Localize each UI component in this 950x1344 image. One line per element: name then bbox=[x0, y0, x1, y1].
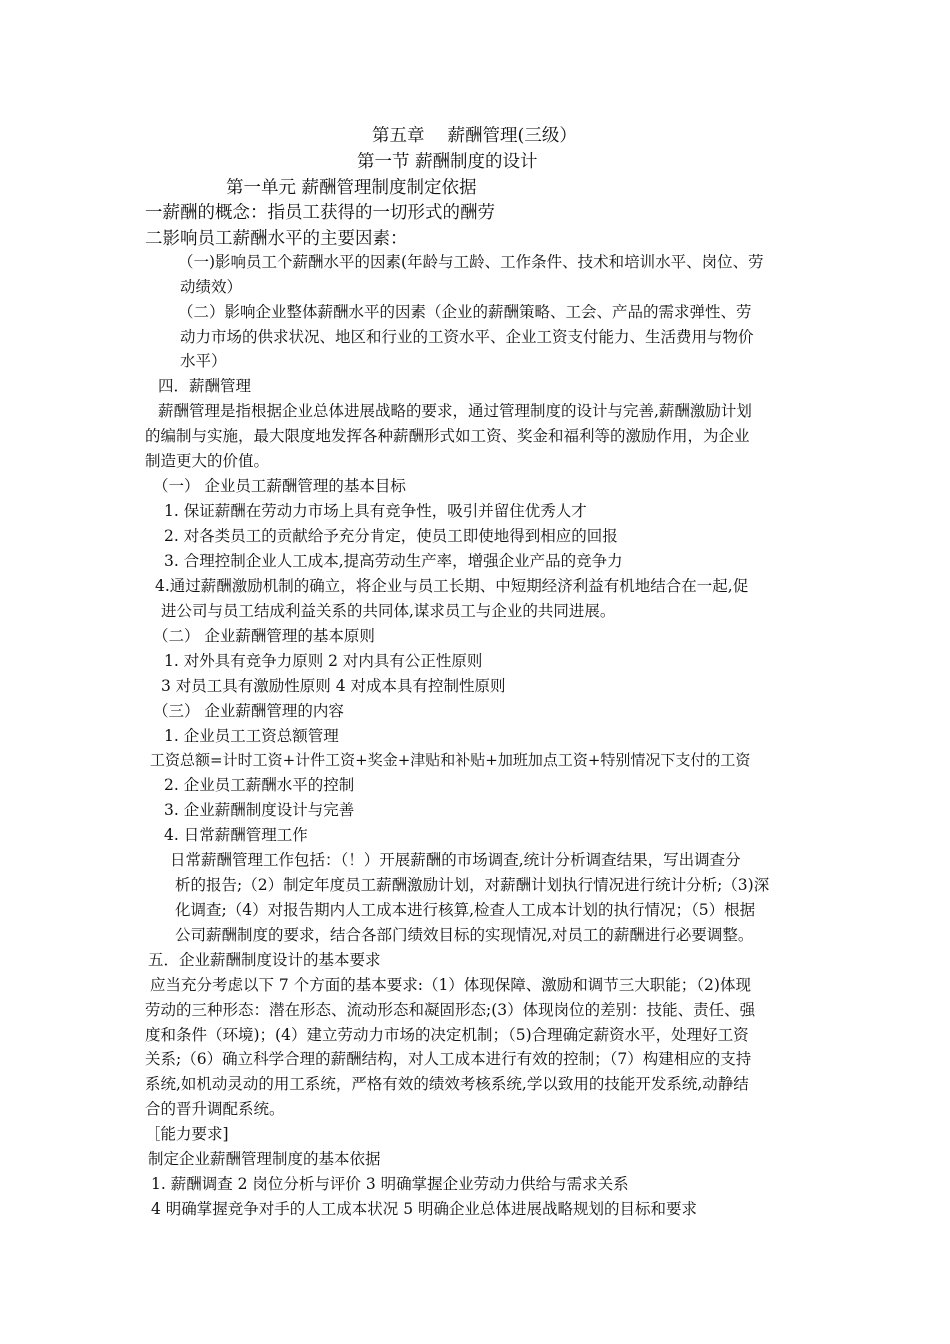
paragraph-line: 化调查;（4）对报告期内人工成本进行核算,检查人工成本计划的执行情况；（5）根据 bbox=[175, 901, 756, 919]
paragraph-line: 关系;（6）确立科学合理的薪酬结构，对人工成本进行有效的控制；（7）构建相应的支持 bbox=[145, 1050, 752, 1068]
subsection-heading: （一） 企业员工薪酬管理的基本目标 bbox=[153, 477, 406, 495]
formula-line: 工资总额=计时工资+计件工资+奖金+津贴和补贴+加班加点工资+特别情况下支付的工资 bbox=[150, 751, 751, 769]
paragraph-line: 制定企业薪酬管理制度的基本依据 bbox=[148, 1150, 381, 1168]
list-item: 2. 对各类员工的贡献给予充分肯定，使员工即使地得到相应的回报 bbox=[164, 527, 618, 545]
paragraph-line: 系统,如机动灵动的用工系统，严格有效的绩效考核系统,学以致用的技能开发系统,动静结 bbox=[145, 1075, 749, 1093]
paragraph-line: 日常薪酬管理工作包括：（！）开展薪酬的市场调查,统计分析调查结果，写出调查分 bbox=[170, 851, 741, 869]
paragraph-line: 一薪酬的概念：指员工获得的一切形式的酬劳 bbox=[145, 203, 495, 223]
paragraph-line: 的编制与实施，最大限度地发挥各种薪酬形式如工资、奖金和福利等的激励作用，为企业 bbox=[145, 427, 750, 445]
list-item: 1. 薪酬调查 2 岗位分析与评价 3 明确掌握企业劳动力供给与需求关系 bbox=[151, 1175, 629, 1193]
list-item: 1. 对外具有竞争力原则 2 对内具有公正性原则 bbox=[164, 652, 483, 670]
paragraph-line: 二影响员工薪酬水平的主要因素： bbox=[145, 229, 408, 249]
section-heading: 五．企业薪酬制度设计的基本要求 bbox=[148, 951, 381, 969]
paragraph-line: 动绩效） bbox=[180, 278, 243, 296]
subsection-heading: （二） 企业薪酬管理的基本原则 bbox=[153, 627, 375, 645]
paragraph-line: 水平） bbox=[180, 352, 227, 370]
paragraph-line: 薪酬管理是指根据企业总体进展战略的要求，通过管理制度的设计与完善,薪酬激励计划 bbox=[158, 402, 752, 420]
paragraph-line: 合的晋升调配系统。 bbox=[145, 1100, 285, 1118]
subsection-heading: （三） 企业薪酬管理的内容 bbox=[153, 702, 344, 720]
paragraph-line: 劳动的三种形态：潜在形态、流动形态和凝固形态;(3）体现岗位的差别：技能、责任、强 bbox=[145, 1001, 756, 1019]
paragraph-line: 公司薪酬制度的要求，结合各部门绩效目标的实现情况,对员工的薪酬进行必要调整。 bbox=[175, 926, 754, 944]
list-item: 4.通过薪酬激励机制的确立，将企业与员工长期、中短期经济利益有机地结合在一起,促 bbox=[155, 577, 749, 595]
list-item: 1. 企业员工工资总额管理 bbox=[164, 727, 339, 745]
paragraph-line: 析的报告;（2）制定年度员工薪酬激励计划，对薪酬计划执行情况进行统计分析;（3)深 bbox=[175, 876, 770, 894]
paragraph-line: 动力市场的供求状况、地区和行业的工资水平、企业工资支付能力、生活费用与物价 bbox=[180, 328, 754, 346]
list-item: 2. 企业员工薪酬水平的控制 bbox=[164, 776, 355, 794]
section-heading: 四．薪酬管理 bbox=[158, 377, 252, 395]
unit-title: 第一单元 薪酬管理制度制定依据 bbox=[226, 178, 477, 198]
list-item: 进公司与员工结成利益关系的共同体,谋求员工与企业的共同进展。 bbox=[161, 602, 616, 620]
ability-heading: ［能力要求] bbox=[145, 1125, 229, 1143]
section-title: 第一节 薪酬制度的设计 bbox=[357, 152, 538, 172]
paragraph-line: （二）影响企业整体薪酬水平的因素（企业的薪酬策略、工会、产品的需求弹性、劳 bbox=[178, 303, 752, 321]
paragraph-line: （一)影响员工个薪酬水平的因素(年龄与工龄、工作条件、技术和培训水平、岗位、劳 bbox=[178, 253, 764, 271]
list-item: 3 对员工具有激励性原则 4 对成本具有控制性原则 bbox=[161, 677, 506, 695]
paragraph-line: 度和条件（环境)；(4）建立劳动力市场的决定机制；（5)合理确定薪资水平，处理好工资 bbox=[145, 1026, 749, 1044]
list-item: 3. 合理控制企业人工成本,提高劳动生产率，增强企业产品的竞争力 bbox=[164, 552, 623, 570]
list-item: 4 明确掌握竞争对手的人工成本状况 5 明确企业总体进展战略规划的目标和要求 bbox=[151, 1200, 698, 1218]
list-item: 3. 企业薪酬制度设计与完善 bbox=[164, 801, 355, 819]
list-item: 1. 保证薪酬在劳动力市场上具有竞争性，吸引并留住优秀人才 bbox=[164, 502, 587, 520]
paragraph-line: 制造更大的价值。 bbox=[145, 452, 270, 470]
paragraph-line: 应当充分考虑以下 7 个方面的基本要求:（1）体现保障、激励和调节三大职能；（2)体现 bbox=[150, 976, 751, 994]
chapter-title: 第五章 薪酬管理(三级） bbox=[372, 126, 577, 146]
list-item: 4. 日常薪酬管理工作 bbox=[164, 826, 308, 844]
